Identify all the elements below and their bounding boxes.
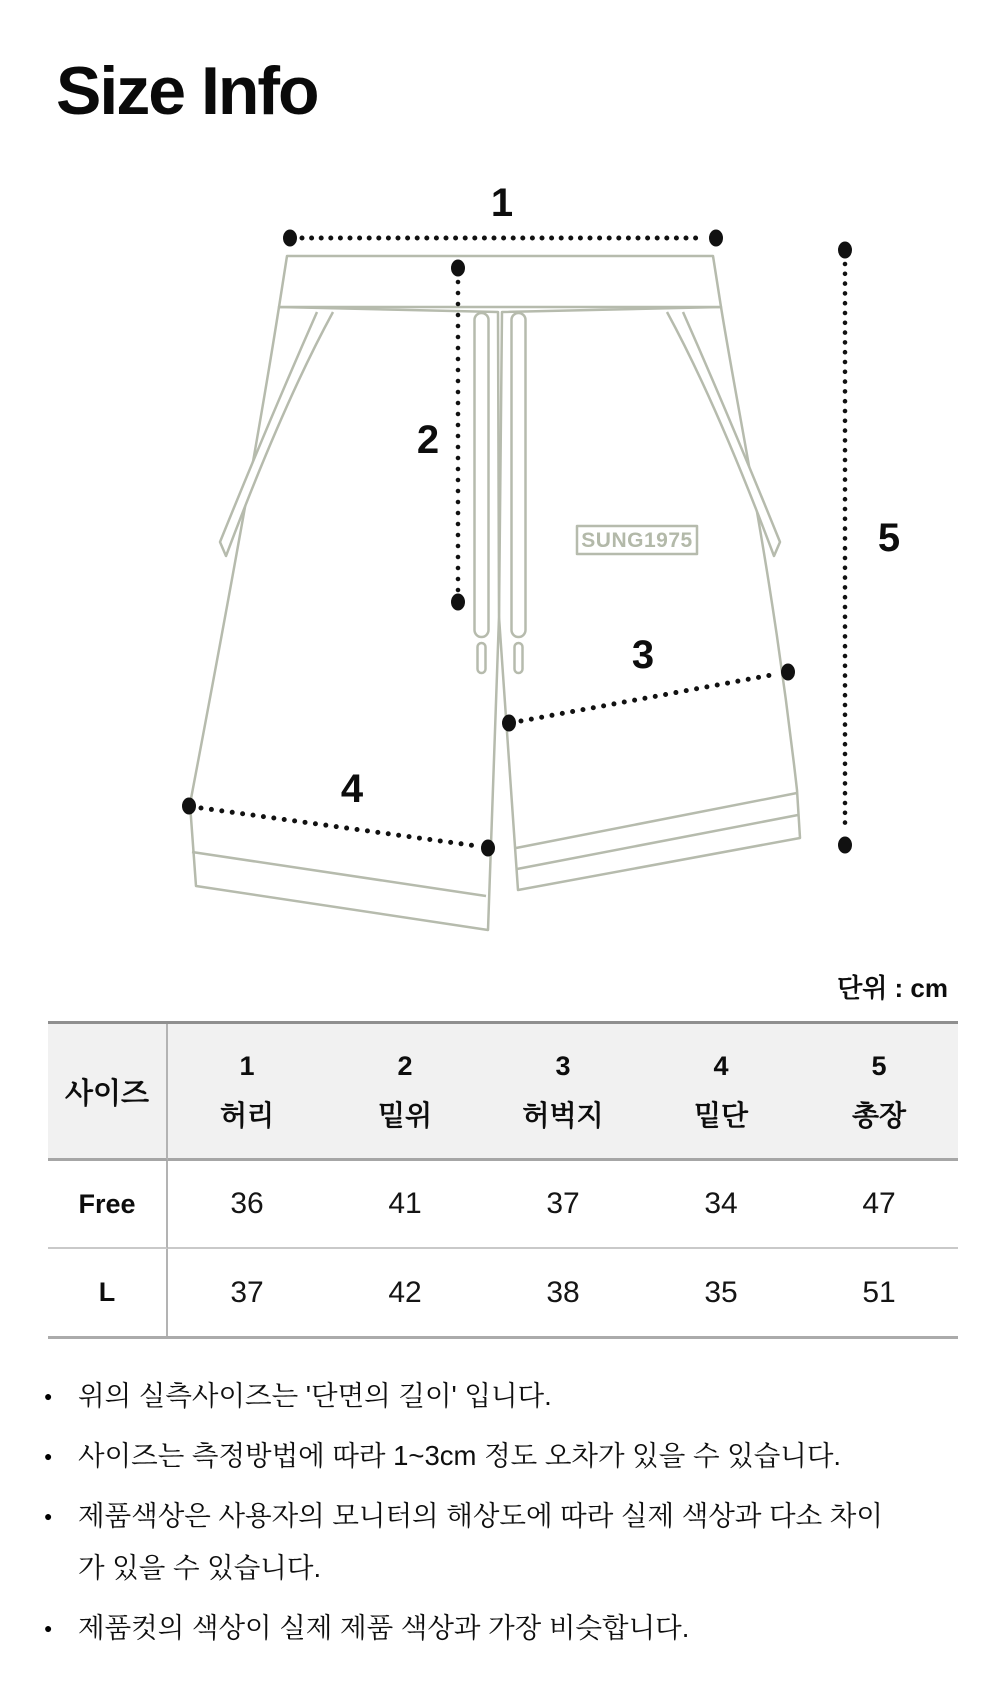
column-header-rise xyxy=(326,1024,484,1161)
column-label: 밑단 xyxy=(693,1099,749,1131)
column-header-thigh xyxy=(484,1024,642,1161)
row-free-waist: 36 xyxy=(168,1161,326,1249)
row-l-hem: 35 xyxy=(704,1275,738,1309)
bullet-icon: ● xyxy=(44,1508,53,1524)
waistband xyxy=(279,256,721,307)
note-item xyxy=(44,1430,940,1482)
column-header-hem xyxy=(642,1024,800,1161)
drawstring-right-aglet xyxy=(515,643,523,673)
row-l-thigh: 38 xyxy=(546,1275,580,1309)
measure-label-3: 3 xyxy=(631,633,655,677)
column-number: 4 xyxy=(713,1050,729,1081)
notes-list xyxy=(44,1370,940,1662)
column-label: 허벅지 xyxy=(522,1099,604,1131)
note-item xyxy=(44,1602,940,1654)
column-label: 밑위 xyxy=(377,1099,433,1131)
left-leg-outline xyxy=(190,307,499,930)
column-number: 3 xyxy=(555,1050,571,1081)
bullet-icon: ● xyxy=(44,1388,53,1404)
row-free-length: 47 xyxy=(800,1161,958,1249)
column-label: 총장 xyxy=(851,1099,907,1131)
right-leg-outline xyxy=(499,307,800,890)
column-number: 1 xyxy=(239,1050,255,1081)
measure-label-4: 4 xyxy=(340,767,364,811)
drawstring-left-cord xyxy=(475,313,489,637)
page-title: Size Info xyxy=(56,53,318,129)
column-header-waist xyxy=(168,1024,326,1161)
note-text: 위의 실측사이즈는 '단면의 길이' 입니다. xyxy=(78,1380,552,1411)
note-text: 제품색상은 사용자의 모니터의 해상도에 따라 실제 색상과 다소 차이가 있을 수 있습니다. xyxy=(78,1500,883,1583)
column-number: 5 xyxy=(871,1050,887,1081)
measure-label-5: 5 xyxy=(877,516,901,560)
bullet-icon: ● xyxy=(44,1448,53,1464)
measure-label-2: 2 xyxy=(416,418,440,462)
column-label: 허리 xyxy=(219,1099,275,1131)
row-l-length: 51 xyxy=(862,1275,896,1309)
row-free-thigh: 37 xyxy=(484,1161,642,1249)
size-table-corner-header: 사이즈 xyxy=(48,1024,168,1161)
row-l-waist: 37 xyxy=(230,1275,264,1309)
brand-patch-label: SUNG1975 xyxy=(581,529,693,552)
row-free-rise: 41 xyxy=(326,1161,484,1249)
drawstring-left-aglet xyxy=(478,643,486,673)
column-number: 2 xyxy=(397,1050,413,1081)
row-free-hem: 34 xyxy=(642,1161,800,1249)
column-header-length xyxy=(800,1024,958,1161)
size-table xyxy=(48,1021,958,1339)
drawstring-right-cord xyxy=(512,313,526,637)
bullet-icon: ● xyxy=(44,1620,53,1636)
note-item xyxy=(44,1490,940,1594)
measure-label-1: 1 xyxy=(490,181,514,225)
row-l-rise: 42 xyxy=(388,1275,422,1309)
shorts-outline xyxy=(190,256,800,930)
row-l-size-label: L xyxy=(48,1249,168,1336)
row-free-size-label: Free xyxy=(48,1161,168,1249)
unit-label: 단위 : cm xyxy=(837,973,948,1003)
note-item xyxy=(44,1370,940,1422)
note-text: 제품컷의 색상이 실제 제품 색상과 가장 비슷합니다. xyxy=(78,1612,690,1643)
note-text: 사이즈는 측정방법에 따라 1~3cm 정도 오차가 있을 수 있습니다. xyxy=(78,1440,842,1471)
